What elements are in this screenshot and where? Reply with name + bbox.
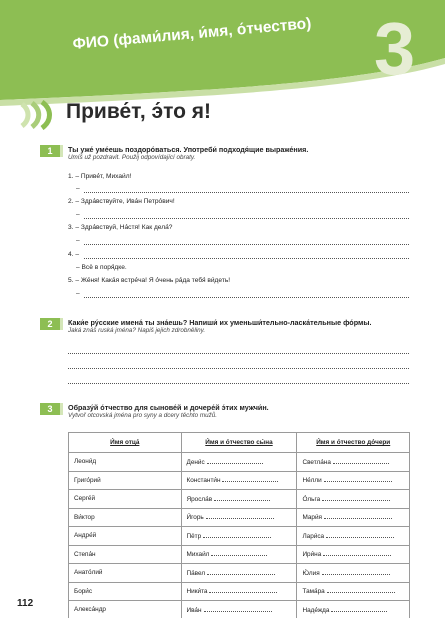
- son-answer-blank[interactable]: [211, 550, 267, 556]
- table-header-row: [69, 433, 410, 453]
- daughter-name: Ири́на: [302, 551, 322, 559]
- exercise-2-rule: [60, 318, 63, 330]
- daughter-name: Светла́на: [302, 458, 331, 466]
- son-cell[interactable]: [181, 508, 297, 527]
- son-answer-blank[interactable]: [204, 606, 272, 612]
- son-name: Пётр: [186, 532, 202, 540]
- son-cell[interactable]: [181, 601, 297, 618]
- son-answer-blank[interactable]: [222, 476, 278, 482]
- daughter-name: Наде́жда: [302, 606, 330, 614]
- son-answer-blank[interactable]: [207, 569, 275, 575]
- answer-dash: –: [76, 237, 80, 244]
- son-name: Михаи́л: [186, 551, 210, 559]
- exercise-2-subtitle: Jaká znáš ruská jména? Napiš jejich zdrobněliny.: [68, 327, 206, 334]
- exercise-3-rule: [60, 403, 63, 415]
- son-name: Ива́н: [186, 606, 202, 614]
- son-cell[interactable]: [181, 453, 297, 472]
- lesson-title: Приве́т, э́то я!: [66, 100, 212, 123]
- exercise-1-rule: [60, 145, 63, 157]
- chevrons-icon: [20, 100, 58, 130]
- son-cell[interactable]: [181, 471, 297, 490]
- son-name: Константи́н: [186, 477, 221, 485]
- page-number: 112: [17, 598, 34, 609]
- daughter-name: Мари́я: [302, 514, 322, 522]
- table-row: [69, 582, 410, 601]
- daughter-cell[interactable]: [297, 471, 410, 490]
- father-name: Бори́с: [69, 582, 182, 601]
- father-name: Андре́й: [69, 527, 182, 546]
- daughter-cell[interactable]: [297, 527, 410, 546]
- father-name: Анато́лий: [69, 564, 182, 583]
- father-name: Леони́д: [69, 453, 182, 472]
- exercise-3-badge: 3: [40, 403, 60, 415]
- son-answer-blank[interactable]: [206, 513, 274, 519]
- answer-dash: –: [76, 185, 80, 192]
- daughter-name: О́льга: [302, 495, 321, 503]
- exercise-1-subtitle: Umíš už pozdravit. Použij odpovídající obraty.: [68, 154, 196, 161]
- dialog-line-4-reply: – Всё в поря́дке.: [76, 264, 127, 271]
- exercise-3-title: Образу́й о́тчество для сынове́й и дочере́й э́тих мужчи́н.: [68, 403, 269, 412]
- son-answer-blank[interactable]: [207, 458, 263, 464]
- son-name: Яросла́в: [186, 495, 213, 503]
- table-row: [69, 527, 410, 546]
- daughter-answer-blank[interactable]: [331, 606, 387, 612]
- son-name: Ники́та: [186, 588, 208, 596]
- daughter-answer-blank[interactable]: [327, 587, 395, 593]
- daughter-name: Не́лли: [302, 477, 322, 485]
- table-row: [69, 564, 410, 583]
- daughter-cell[interactable]: [297, 564, 410, 583]
- dialog-line-3: 3. – Здра́вствуй, На́стя! Как дела́?: [68, 224, 173, 231]
- table-row: [69, 545, 410, 564]
- answer-line-names-3[interactable]: [68, 383, 409, 384]
- son-cell[interactable]: [181, 490, 297, 509]
- dialog-line-2: 2. – Здра́вствуйте, Ива́н Петро́вич!: [68, 198, 175, 205]
- answer-line-2[interactable]: [84, 218, 409, 219]
- daughter-cell[interactable]: [297, 453, 410, 472]
- dialog-line-1: 1. – Приве́т, Михаи́л!: [68, 173, 132, 180]
- father-name: Григо́рий: [69, 471, 182, 490]
- answer-line-3[interactable]: [84, 244, 409, 245]
- son-cell[interactable]: [181, 564, 297, 583]
- son-cell[interactable]: [181, 545, 297, 564]
- answer-line-1[interactable]: [84, 192, 409, 193]
- table-row: [69, 601, 410, 618]
- son-cell[interactable]: [181, 582, 297, 601]
- son-answer-blank[interactable]: [203, 532, 271, 538]
- answer-line-4[interactable]: [84, 258, 409, 259]
- daughter-answer-blank[interactable]: [323, 550, 391, 556]
- daughter-name: Ю́лия: [302, 569, 320, 577]
- table-row: [69, 453, 410, 472]
- exercise-1-title: Ты уже́ уме́ешь поздоро́ваться. Употреби́ подходя́щие выраже́ния.: [68, 145, 309, 154]
- table-row: [69, 490, 410, 509]
- answer-dash: –: [76, 290, 80, 297]
- daughter-answer-blank[interactable]: [322, 495, 390, 501]
- daughter-cell[interactable]: [297, 490, 410, 509]
- table-row: [69, 508, 410, 527]
- answer-line-names-2[interactable]: [68, 368, 409, 369]
- father-name: Степа́н: [69, 545, 182, 564]
- daughter-cell[interactable]: [297, 545, 410, 564]
- exercise-1-badge: 1: [40, 145, 60, 157]
- patronymic-table: [68, 432, 410, 618]
- father-name: Ви́ктор: [69, 508, 182, 527]
- daughter-answer-blank[interactable]: [324, 476, 392, 482]
- answer-dash: –: [76, 211, 80, 218]
- daughter-cell[interactable]: [297, 582, 410, 601]
- son-name: Па́вел: [186, 569, 206, 577]
- daughter-answer-blank[interactable]: [322, 569, 390, 575]
- daughter-cell[interactable]: [297, 601, 410, 618]
- exercise-2-title: Каки́е ру́сские имена́ ты зна́ешь? Напиши́ их уменьши́тельно-ласка́тельные фо́рмы.: [68, 318, 372, 327]
- daughter-answer-blank[interactable]: [326, 532, 394, 538]
- exercise-3-subtitle: Vytvoř otcovská jména pro syny a dcery těchto mužů.: [68, 412, 217, 419]
- son-cell[interactable]: [181, 527, 297, 546]
- daughter-name: Лари́са: [302, 532, 325, 540]
- daughter-answer-blank[interactable]: [324, 513, 392, 519]
- dialog-line-5: 5. – Же́ня! Кака́я встре́ча! Я о́чень ра́да тебя́ ви́деть!: [68, 277, 231, 284]
- exercise-2-badge: 2: [40, 318, 60, 330]
- answer-line-names-1[interactable]: [68, 353, 409, 354]
- dialog-line-4: 4. –: [68, 251, 79, 258]
- header-father-name: И́мя отца́: [69, 433, 182, 453]
- daughter-answer-blank[interactable]: [333, 458, 389, 464]
- son-name: Дени́с: [186, 458, 205, 466]
- daughter-cell[interactable]: [297, 508, 410, 527]
- unit-number: 3: [374, 7, 416, 90]
- header-daughter-name: И́мя и о́тчество до́чери: [297, 433, 410, 453]
- father-name: Серге́й: [69, 490, 182, 509]
- son-answer-blank[interactable]: [209, 587, 277, 593]
- chapter-title: ФИО (фами́лия, и́мя, о́тчество): [72, 15, 312, 53]
- answer-line-5[interactable]: [84, 297, 409, 298]
- header-son-name: И́мя и о́тчество сы́на: [181, 433, 297, 453]
- son-name: И́горь: [186, 514, 204, 522]
- table-row: [69, 471, 410, 490]
- son-answer-blank[interactable]: [214, 495, 270, 501]
- daughter-name: Тама́ра: [302, 588, 325, 596]
- father-name: Алекса́ндр: [69, 601, 182, 618]
